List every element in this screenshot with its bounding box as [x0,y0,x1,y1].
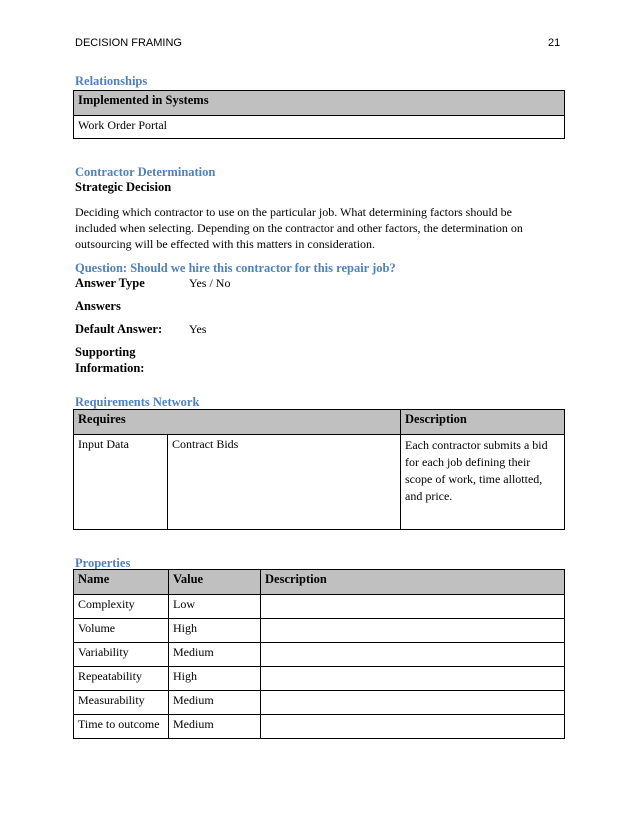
properties-col-value: Value [169,570,261,595]
default-answer-label: Default Answer: [75,322,163,336]
contractor-heading: Contractor Determination [75,165,216,179]
supporting-label-line2: Information: [75,361,145,375]
property-name: Repeatability [74,667,169,691]
property-value: High [169,667,261,691]
description-line: scope of work, time allotted, [405,472,543,486]
relationships-row: Work Order Portal [74,116,565,139]
property-description [261,667,565,691]
requirements-heading: Requirements Network [75,395,200,409]
property-value: Medium [169,691,261,715]
page-number: 21 [548,37,561,49]
description-line: and price. [405,489,453,503]
property-description [261,715,565,739]
description-column-header: Description [401,410,565,435]
property-name: Complexity [74,595,169,619]
description-line: for each job defining their [405,455,531,469]
relationships-table [73,90,565,139]
requirement-name: Contract Bids [168,435,401,530]
relationships-heading: Relationships [75,74,148,88]
property-description [261,595,565,619]
strategic-decision-label: Strategic Decision [75,180,172,194]
properties-table [73,569,565,739]
answer-type-label: Answer Type [75,276,145,290]
requirement-description [401,435,565,530]
property-description [261,643,565,667]
properties-heading: Properties [75,556,131,570]
running-header: DECISION FRAMING [75,37,182,49]
property-name: Measurability [74,691,169,715]
property-name: Volume [74,619,169,643]
property-name: Variability [74,643,169,667]
property-name: Time to outcome [74,715,169,739]
default-answer-value: Yes [189,322,207,336]
contractor-paragraph [75,204,555,252]
requires-column-header: Requires [74,410,401,435]
property-value: High [169,619,261,643]
description-line: Each contractor submits a bid [405,438,548,452]
requirements-table [73,409,565,530]
properties-col-description: Description [261,570,565,595]
answer-type-value: Yes / No [189,276,231,290]
answers-label: Answers [75,299,121,313]
properties-col-name: Name [74,570,169,595]
property-description [261,619,565,643]
property-description [261,691,565,715]
requirement-type: Input Data [74,435,168,530]
paragraph-line: included when selecting. Depending on the contractor and other factors, the determination on [75,221,523,235]
relationships-column-header: Implemented in Systems [74,91,565,116]
paragraph-line: Deciding which contractor to use on the particular job. What determining factors should be [75,205,512,219]
supporting-label-line1: Supporting [75,345,136,359]
property-value: Low [169,595,261,619]
question-heading: Question: Should we hire this contractor for this repair job? [75,261,396,275]
paragraph-line: outsourcing will be effected with this matters in consideration. [75,237,376,251]
property-value: Medium [169,643,261,667]
property-value: Medium [169,715,261,739]
